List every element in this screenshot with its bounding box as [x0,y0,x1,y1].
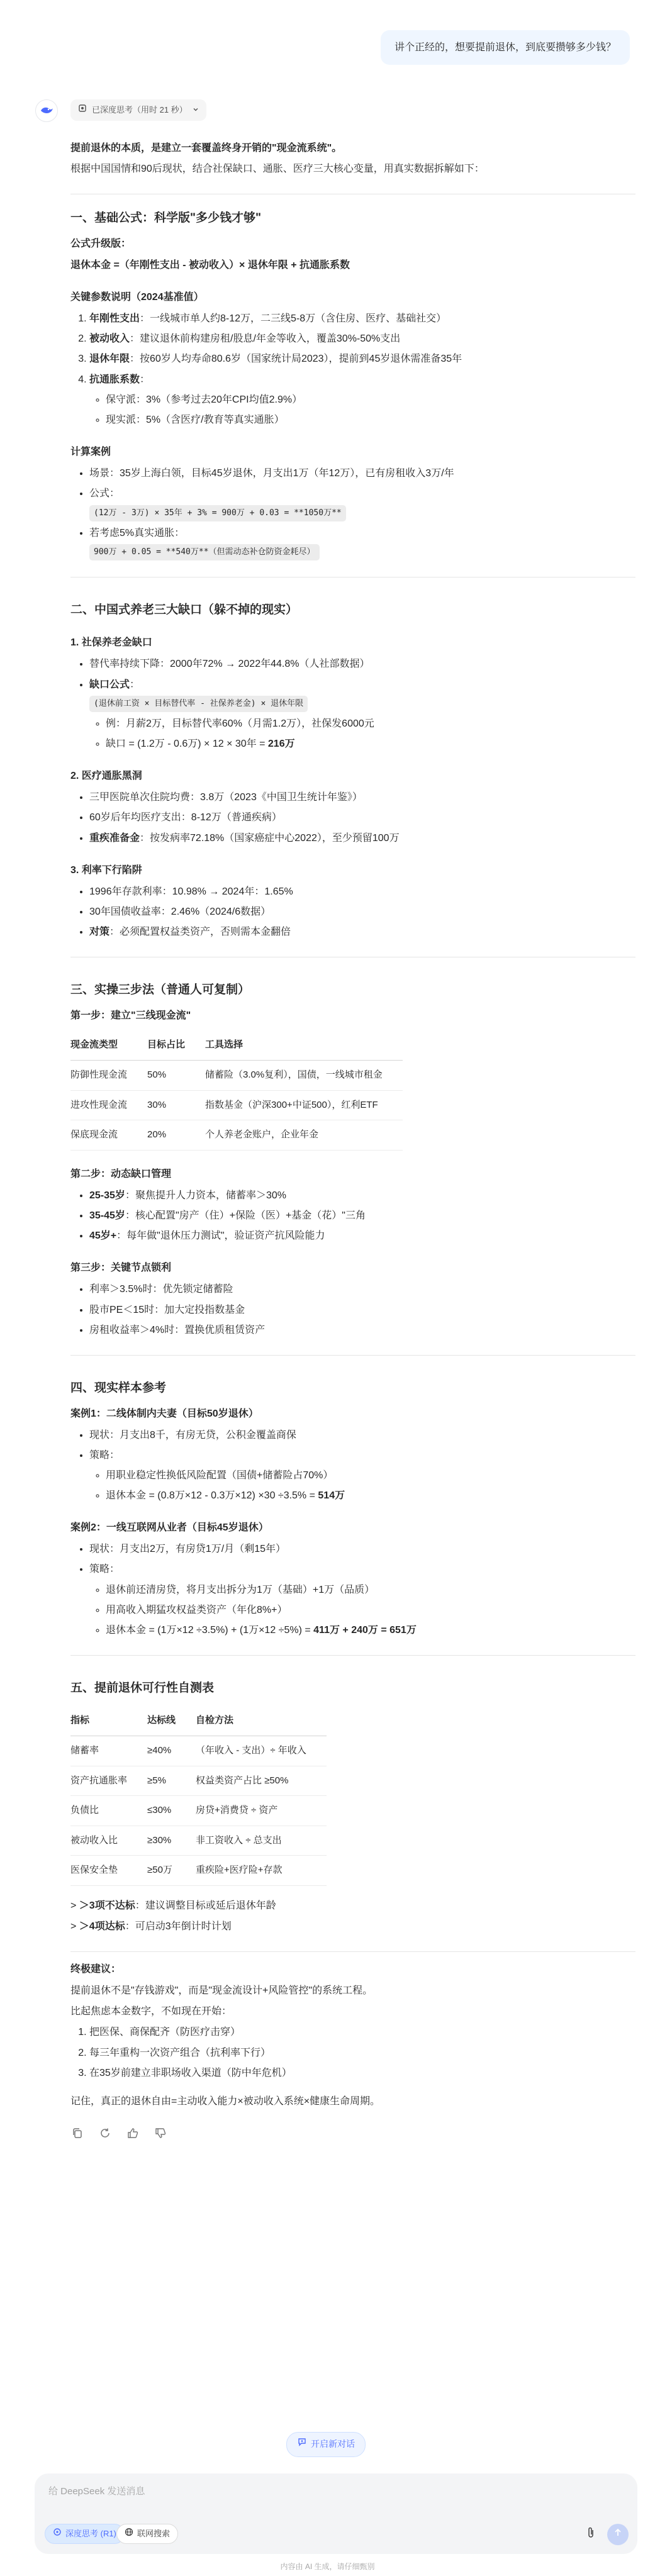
thinking-toggle[interactable] [70,99,206,121]
list-item: ◦ 保守派：3%（参考过去20年CPI均值2.9%） [106,391,635,408]
intro-bold: 提前退休的本质，是建立一套覆盖终身开销的"现金流系统"。 [70,143,342,153]
table-header: 达标线 [147,1707,196,1736]
web-search-toggle[interactable] [116,2524,178,2544]
list-item: • 公式： (12万 - 3万) × 35年 + 3% = 900万 + 0.03 = **1050万** [89,485,635,521]
case2-list [70,1541,635,1639]
chevron-down-icon [193,103,199,117]
list-item: • 1996年存款利率：10.98% → 2024年：1.65% [89,883,635,900]
list-item: • 45岁+：每年做"退休压力测试"，验证资产抗风险能力 [89,1227,635,1244]
formula-text: 退休本金 =（年刚性支出 - 被动收入）× 退休年限 + 抗通胀系数 [70,259,350,270]
list-item: • 利率＞3.5%时：优先锁定储蓄险 [89,1281,635,1298]
section-1-title: 一、基础公式：科学版"多少钱才够" [70,211,262,225]
list-item: 3. 退休年限：按60岁人均寿命80.6岁（国家统计局2023），提前到45岁退休需准备35年 [89,350,635,367]
list-item: • 25-35岁：聚焦提升人力资本，储蓄率＞30% [89,1187,635,1204]
step3-list [70,1281,635,1339]
medical-list [70,789,635,847]
message-composer[interactable] [35,2473,637,2554]
list-item: • 三甲医院单次住院均费：3.8万（2023《中国卫生统计年鉴》） [89,789,635,806]
case1-list [70,1427,635,1505]
subsection-heading: 案例1：二线体制内夫妻（目标50岁退休） [70,1408,259,1419]
subsection-heading: 第三步：关键节点锁利 [70,1263,172,1274]
list-item: • 30年国债收益率：2.46%（2024/6数据） [89,903,635,920]
list-item: ◦ 退休本金 = (0.8万×12 - 0.3万×12) ×30 ÷3.5% = 514万 [106,1487,635,1504]
deep-think-label: 深度思考 (R1) [65,2528,116,2538]
table-row: 资产抗通胀率 ≥5% 权益类资产占比 ≥50% [70,1766,327,1796]
table-header: 工具选择 [205,1031,403,1061]
closing-line: 记住，真正的退休自由=主动收入能力×被动收入系统×健康生命周期。 [70,2096,381,2107]
list-item: • 35-45岁：核心配置"房产（住）+保险（医）+基金（花）"三角 [89,1207,635,1224]
list-item: 2. 每三年重构一次资产组合（抗利率下行） [89,2044,635,2061]
divider [70,1655,635,1656]
list-item: ◦ 缺口 = (1.2万 - 0.6万) × 12 × 30年 = 216万 [106,735,635,752]
divider [70,1355,635,1356]
list-item: • 场景：35岁上海白领，目标45岁退休，月支出1万（年12万），已有房租收入3万/年 [89,465,635,482]
subsection-heading: 2. 医疗通胀黑洞 [70,771,142,782]
list-item: • 缺口公式： (退休前工资 × 目标替代率 - 社保养老金) × 退休年限 ◦ 例：月薪2万，目标替代率60%（月需1.2万），社保发6000元 ◦ 缺口 = (1.2万 - 0.6万) × 12 × 30年 = 216万 [89,676,635,753]
inline-code: (退休前工资 × 目标替代率 - 社保养老金) × 退休年限 [89,696,308,712]
message-actions [70,2126,635,2140]
thinking-label: 已深度思考（用时 21 秒） [92,104,188,114]
list-item: • 房租收益率＞4%时：置换优质租赁资产 [89,1322,635,1339]
note-line: > ＞4项达标：可启动3年倒计时计划 [70,1921,232,1932]
formula-heading: 公式升级版： [70,238,132,249]
regenerate-icon[interactable] [98,2126,112,2140]
copy-icon[interactable] [70,2126,84,2140]
final-line: 比起焦虑本金数字，不如现在开始： [70,2006,232,2017]
self-test-table [70,1707,327,1886]
final-list [70,2024,635,2082]
table-row: 医保安全垫 ≥50万 重疾险+医疗险+存款 [70,1856,327,1886]
list-item: ◦ 例：月薪2万，目标替代率60%（月需1.2万），社保发6000元 [106,715,635,732]
table-header: 指标 [70,1707,147,1736]
section-5-title: 五、提前退休可行性自测表 [70,1681,215,1695]
pension-list [70,655,635,752]
table-row: 防御性现金流 50% 储蓄险（3.0%复利），国债，一线城市租金 [70,1061,403,1091]
list-item: ◦ 用职业稳定性换低风险配置（国债+储蓄险占70%） [106,1467,635,1484]
intro-text: 根据中国国情和90后现状，结合社保缺口、通胀、医疗三大核心变量，用真实数据拆解如下： [70,164,484,175]
list-item: ◦ 退休前还清房贷，将月支出拆分为1万（基础）+1万（品质） [106,1581,635,1598]
list-item: 3. 在35岁前建立非职场收入渠道（防中年危机） [89,2065,635,2082]
list-item: 1. 年刚性支出：一线城市单人约8-12万，二三线5-8万（含住房、医疗、基础社交） [89,310,635,327]
table-row: 储蓄率 ≥40% （年收入 - 支出）÷ 年收入 [70,1736,327,1766]
list-item: 1. 把医保、商保配齐（防医疗击穿） [89,2024,635,2041]
step2-list [70,1187,635,1245]
thumbs-up-icon[interactable] [126,2126,140,2140]
list-item: • 60岁后年均医疗支出：8-12万（普通疾病） [89,809,635,826]
rate-list [70,883,635,941]
list-item: ◦ 用高收入期猛攻权益类资产（年化8%+） [106,1602,635,1619]
list-item: ◦ 现实派：5%（含医疗/教育等真实通胀） [106,411,635,428]
section-4-title: 四、现实样本参考 [70,1381,167,1395]
note-line: > ＞3项不达标：建议调整目标或延后退休年龄 [70,1900,276,1911]
subsection-heading: 案例2：一线互联网从业者（目标45岁退休） [70,1522,269,1534]
final-line: 提前退休不是"存钱游戏"，而是"现金流设计+风险管控"的系统工程。 [70,1985,373,1997]
table-header: 自检方法 [196,1707,327,1736]
subsection-heading: 第一步：建立"三线现金流" [70,1010,191,1021]
new-chat-label: 开启新对话 [311,2439,355,2450]
new-chat-button[interactable] [286,2432,366,2457]
section-3-title: 三、实操三步法（普通人可复制） [70,983,250,997]
list-item: • 若考虑5%真实通胀： 900万 + 0.05 = **540万**（但需动态补仓防资金耗尽） [89,525,635,560]
table-header: 目标占比 [147,1031,205,1061]
ai-disclaimer: 内容由 AI 生成，请仔细甄别 [280,2562,375,2571]
list-item: 2. 被动收入：建议退休前构建房租/股息/年金等收入，覆盖30%-50%支出 [89,330,635,347]
params-heading: 关键参数说明（2024基准值） [70,292,204,303]
subsection-heading: 第二步：动态缺口管理 [70,1168,172,1179]
list-item: • 策略： ◦ 用职业稳定性换低风险配置（国债+储蓄险占70%） ◦ 退休本金 = (0.8万×12 - 0.3万×12) ×30 ÷3.5% = 514万 [89,1447,635,1505]
list-item: • 股市PE＜15时：加大定投指数基金 [89,1302,635,1319]
globe-icon [125,2527,133,2541]
list-item: • 重疾准备金：按发病率72.18%（国家癌症中心2022），至少预留100万 [89,830,635,847]
send-button[interactable] [607,2524,629,2545]
new-chat-icon [297,2437,307,2452]
thinking-icon [78,103,87,117]
calc-heading: 计算案例 [70,447,111,458]
table-row: 负债比 ≤30% 房贷+消费贷 ÷ 资产 [70,1796,327,1826]
deepseek-logo-icon [35,99,58,122]
inline-code: (12万 - 3万) × 35年 + 3% = 900万 + 0.03 = **1050万** [89,505,346,521]
table-header: 现金流类型 [70,1031,147,1061]
thumbs-down-icon[interactable] [154,2126,167,2140]
subsection-heading: 1. 社保养老金缺口 [70,637,152,649]
final-heading: 终极建议： [70,1964,121,1975]
table-row: 进攻性现金流 30% 指数基金（沪深300+中证500），红利ETF [70,1090,403,1120]
params-list [70,310,635,428]
user-message-bubble: 讲个正经的，想要提前退休，到底要攒够多少钱？ [381,30,630,65]
web-search-label: 联网搜索 [137,2528,171,2538]
list-item: • 替代率持续下降：2000年72% → 2022年44.8%（人社部数据） [89,655,635,672]
list-item: • 对策：必须配置权益类资产，否则需本金翻倍 [89,923,635,940]
section-2-title: 二、中国式养老三大缺口（躲不掉的现实） [70,603,298,616]
list-item: • 现状：月支出8千，有房无贷，公积金覆盖商保 [89,1427,635,1444]
calc-list [70,465,635,560]
message-input[interactable]: 给 DeepSeek 发送消息 [48,2486,145,2497]
list-item: 4. 抗通胀系数： ◦ 保守派：3%（参考过去20年CPI均值2.9%） ◦ 现实派：5%（含医疗/教育等真实通胀） [89,371,635,429]
inline-code: 900万 + 0.05 = **540万**（但需动态补仓防资金耗尽） [89,544,320,560]
subsection-heading: 3. 利率下行陷阱 [70,864,142,876]
list-item: ◦ 退休本金 = (1万×12 ÷3.5%) + (1万×12 ÷5%) = 411万 + 240万 = 651万 [106,1622,635,1639]
divider [70,1951,635,1952]
deep-think-icon [53,2527,62,2541]
arrow-up-icon [613,2526,622,2543]
list-item: • 策略： ◦ 退休前还清房贷，将月支出拆分为1万（基础）+1万（品质） ◦ 用高收入期猛攻权益类资产（年化8%+） ◦ 退休本金 = (1万×12 ÷3.5%) + (1万×12 ÷5%) = 411万 + 240万 = 651万 [89,1561,635,1639]
cashflow-table [70,1031,403,1151]
paperclip-icon[interactable] [586,2526,596,2545]
assistant-answer [70,140,635,2140]
table-row: 保底现金流 20% 个人养老金账户，企业年金 [70,1120,403,1151]
list-item: • 现状：月支出2万，有房贷1万/月（剩15年） [89,1541,635,1558]
deep-think-toggle[interactable] [45,2524,125,2544]
table-row: 被动收入比 ≥30% 非工资收入 ÷ 总支出 [70,1826,327,1856]
